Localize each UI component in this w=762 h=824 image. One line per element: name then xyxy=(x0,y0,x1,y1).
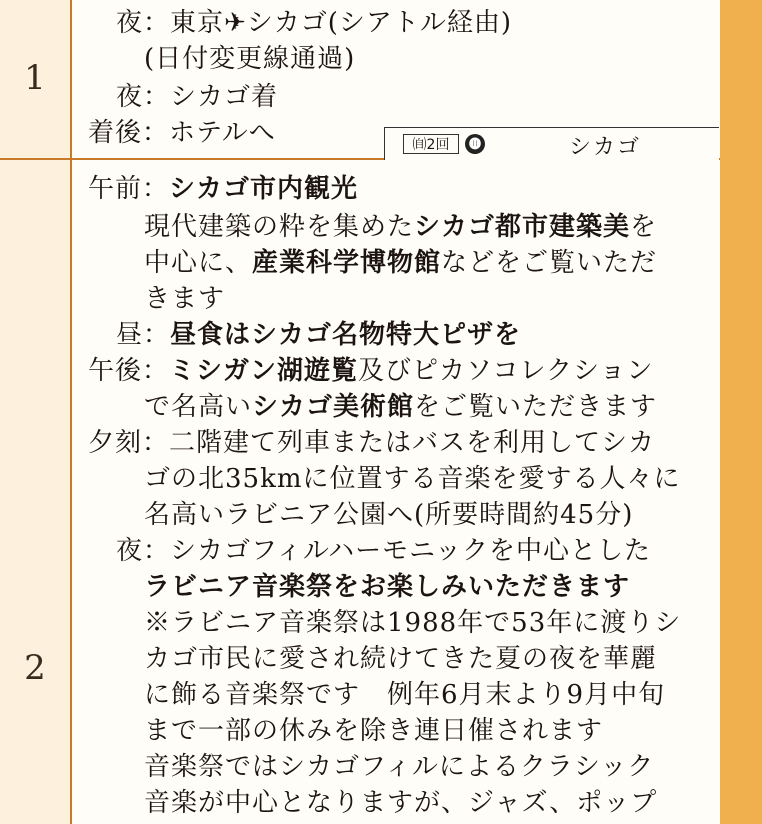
day2-line-18: 音楽が中心となりますが、ジャズ、ポップ xyxy=(144,788,658,818)
day2-line-05 xyxy=(116,318,521,352)
day2-line-13: ※ラビニア音楽祭は1988年で53年に渡りシ xyxy=(144,608,682,638)
day1-line-4: 着後：ホテルへ xyxy=(88,118,276,148)
day2-line-01 xyxy=(88,172,358,206)
day-number-2: 2 xyxy=(24,648,46,688)
day1-line-1: 夜：東京✈シカゴ(シアトル経由) xyxy=(116,8,513,38)
time-label: 午前： xyxy=(88,174,170,204)
day2-line-16: まで一部の休みを除き連日催されます xyxy=(144,716,604,746)
day1-line-2: (日付変更線通過) xyxy=(144,44,356,74)
day2-line-10: 名高いラビニア公園へ(所要時間約45分) xyxy=(144,500,634,530)
day2-line-14: カゴ市民に愛され続けてきた夏の夜を華麗 xyxy=(144,644,658,674)
day2-line-15: に飾る音楽祭です 例年6月末より9月中旬 xyxy=(144,680,666,710)
text: 及び xyxy=(358,356,413,386)
text: 中心に、 xyxy=(144,248,253,278)
highlight: シカゴ市内観光 xyxy=(169,174,359,204)
time-label: 午後： xyxy=(88,356,170,386)
day1-line-3: 夜：シカゴ着 xyxy=(116,82,279,112)
day2-line-03 xyxy=(144,246,657,280)
text: をご覧いただきます xyxy=(414,392,658,422)
hotel-info-box xyxy=(384,127,719,160)
day2-line-07 xyxy=(144,390,657,424)
day2-line-09: ゴの北35kmに位置する音楽を愛する人々に xyxy=(144,464,681,494)
highlight: 昼食はシカゴ名物特大ピザを xyxy=(170,320,522,350)
day-number-1: 1 xyxy=(24,58,46,98)
text: で名高い xyxy=(144,392,253,422)
day2-line-04: きます xyxy=(144,284,226,314)
page-margin-strip xyxy=(720,0,762,824)
nights-icon: ㉂2回 xyxy=(403,134,459,154)
text: 現代建築の粋を集めた xyxy=(144,212,415,242)
day2-line-02 xyxy=(144,210,657,244)
day2-line-11: 夜：シカゴフィルハーモニックを中心とした xyxy=(116,536,652,566)
highlight: シカゴ美術館 xyxy=(252,392,415,422)
meal-icon: ⓫ xyxy=(465,134,485,154)
day2-line-17: 音楽祭ではシカゴフィルによるクラシック xyxy=(144,752,655,782)
day-column-2 xyxy=(0,160,72,824)
highlight: シカゴ都市建築美 xyxy=(414,212,631,242)
text: などをご覧いただ xyxy=(441,248,658,278)
time-label: 昼： xyxy=(116,320,171,350)
day2-line-06 xyxy=(88,354,654,388)
highlight: ミシガン湖遊覧 xyxy=(169,356,359,386)
hotel-city: シカゴ xyxy=(569,135,642,160)
highlight: 産業科学博物館 xyxy=(252,248,442,278)
day2-line-12: ラビニア音楽祭をお楽しみいただきます xyxy=(144,572,631,602)
text: を xyxy=(630,212,658,242)
day2-line-08: 夕刻：二階建て列車またはバスを利用してシカ xyxy=(88,428,656,458)
text: ピカソコレクション xyxy=(412,356,654,386)
